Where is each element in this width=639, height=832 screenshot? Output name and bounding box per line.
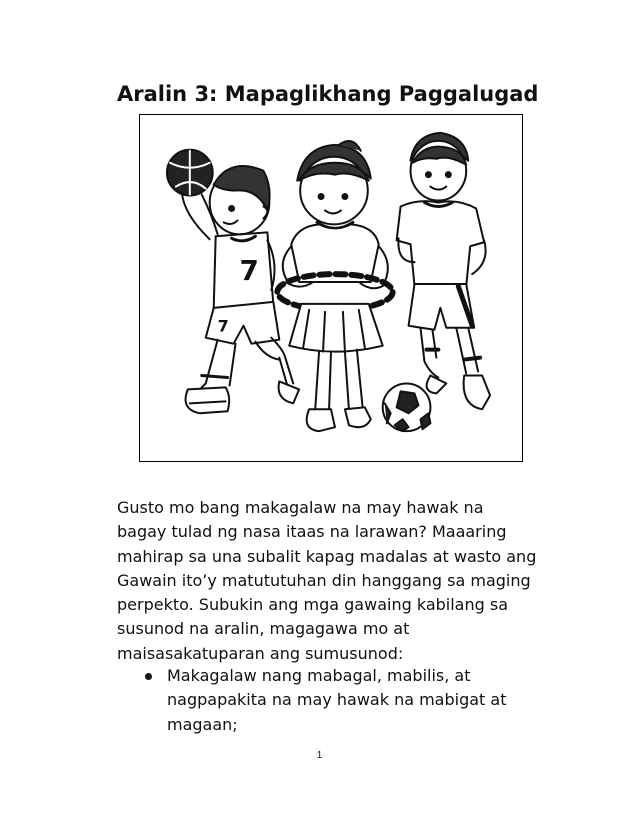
boy-with-basketball [167,150,299,413]
list-item-line: nagpapakita na may hawak na mabigat at [167,690,507,710]
boy-with-soccer-ball [383,133,490,431]
list-item-line: Makagalaw nang mabagal, mabilis, at [167,666,471,685]
paragraph-line: mahirap sa una subalit kapag madalas at wasto ang [117,546,537,566]
list-item-line: magaan; [167,714,238,734]
body-paragraph [117,496,567,666]
paragraph-line: perpekto. Subukin ang mga gawaing kabilang sa [117,595,508,615]
lesson-title: Aralin 3: Mapaglikhang Paggalugad [117,82,539,106]
paragraph-line: maisasakatuparan ang sumusunod: [117,643,404,663]
jersey-number: 7 [239,254,259,288]
children-playing-illustration [140,115,522,461]
paragraph-line: Gawain ito’y matututuhan din hanggang sa maging [117,570,531,590]
svg-text:7: 7 [217,316,229,336]
list-item-text [167,664,506,737]
illustration-frame [139,114,523,462]
paragraph-line: susunod na aralin, magagawa mo at [117,619,410,639]
paragraph-line: bagay tulad ng nasa itaas na larawan? Maaaring [117,522,507,542]
paragraph-line: Gusto mo bang makagalaw na may hawak na [117,498,484,517]
page-number: 1 [316,750,323,761]
bullet-icon [145,673,152,680]
